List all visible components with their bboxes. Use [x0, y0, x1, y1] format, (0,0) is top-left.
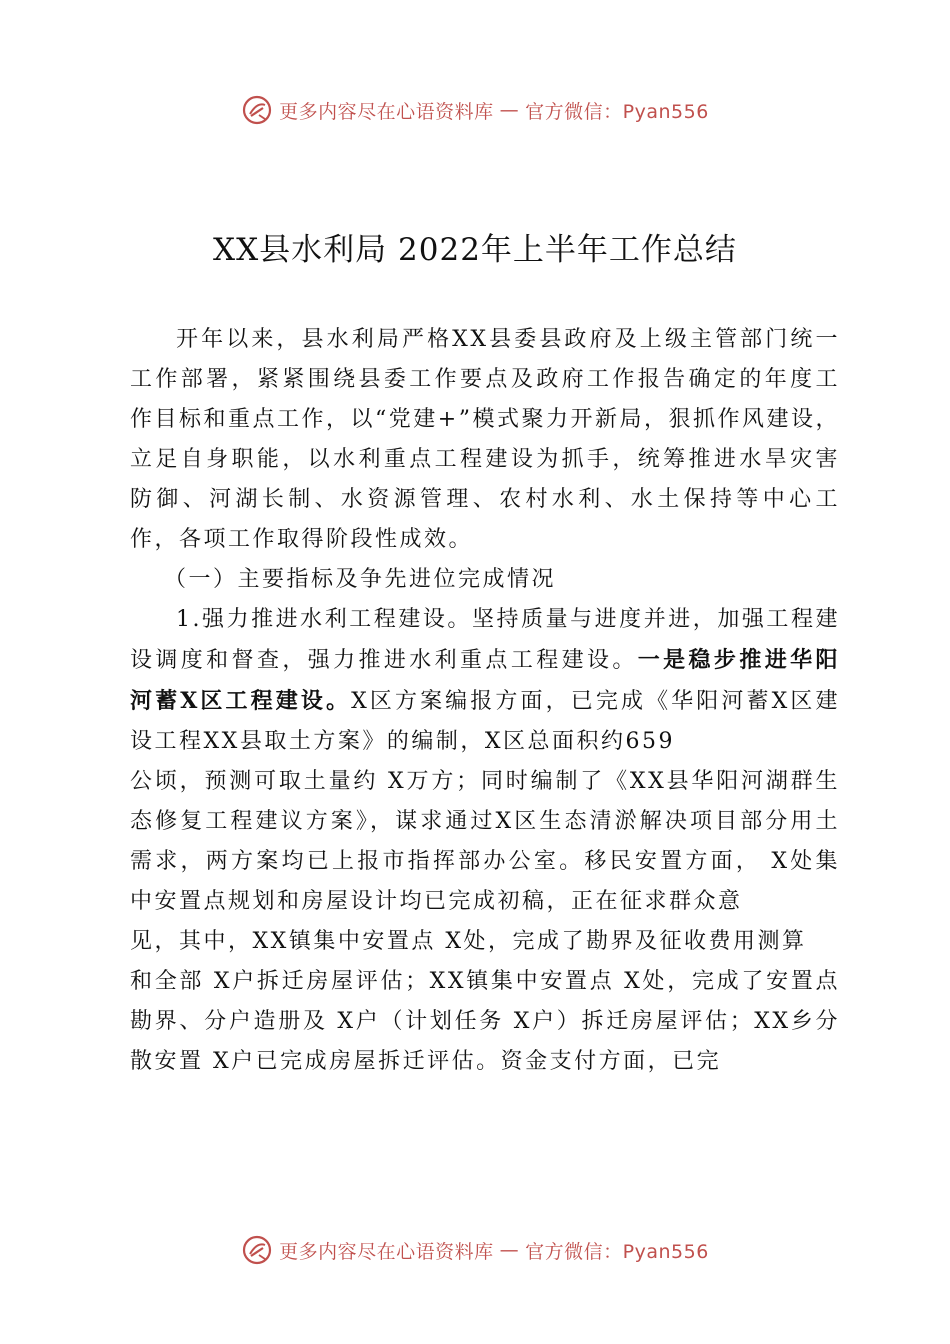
item1-continuation-c: 见，其中，XX镇集中安置点 X处，完成了勘界及征收费用测算	[130, 929, 807, 954]
item1-paragraph	[130, 600, 840, 762]
watermark-text: 更多内容尽在心语资料库	[279, 1240, 494, 1263]
brand-logo-icon	[241, 1234, 273, 1266]
section-heading: （一）主要指标及争先进位完成情况	[164, 567, 557, 592]
watermark-wechat: 官方微信：Pyan556	[525, 1240, 709, 1263]
watermark-separator: —	[499, 99, 520, 121]
item1-lead: 1.强力推进水利工程建设。坚持质量与进度并进，加强工程建设调度和督查，强力推进水利重点工程建设。	[130, 607, 840, 673]
item1-continuation-b: 公顷，预测可取土量约 X万方；同时编制了《XX县华阳河湖群生态修复工程建议方案》，谋求通过X区生态清淤解决项目部分用土需求，两方案均已上报市指挥部办公室。移民安置方面， X处集中安置点规划和房屋设计均已完成初稿，正在征求群众意	[130, 769, 840, 914]
watermark-text: 更多内容尽在心语资料库	[279, 100, 494, 123]
document-title: XX县水利局 2022年上半年工作总结	[213, 232, 737, 268]
watermark-wechat: 官方微信：Pyan556	[525, 100, 709, 123]
brand-logo-icon	[241, 94, 273, 126]
document-body	[130, 320, 840, 1082]
item1-text-a: X区方案编报方面，已完成《华阳河蓄X区建设工程XX县取土方案》的编制，X区总面积约659	[130, 689, 841, 754]
item1-continuation-d: 和全部 X户拆迁房屋评估；XX镇集中安置点 X处，完成了安置点勘界、分户造册及 X户（计划任务 X户）拆迁房屋评估；XX乡分散安置 X户已完成房屋拆迁评估。资金支付方面，已完	[130, 969, 840, 1074]
footer-watermark	[0, 1234, 950, 1266]
intro-paragraph: 开年以来，县水利局严格XX县委县政府及上级主管部门统一工作部署，紧紧围绕县委工作要点及政府工作报告确定的年度工作目标和重点工作，以“党建+”模式聚力开新局，狠抓作风建设，立足自身职能，以水利重点工程建设为抓手，统筹推进水旱灾害防御、河湖长制、水资源管理、农村水利、水土保持等中心工作，各项工作取得阶段性成效。	[130, 327, 840, 552]
item1-bold-lead: 一是稳步推进华阳河蓄X区工程建设。	[130, 647, 840, 714]
header-watermark	[0, 94, 950, 126]
watermark-separator: —	[499, 1239, 520, 1261]
